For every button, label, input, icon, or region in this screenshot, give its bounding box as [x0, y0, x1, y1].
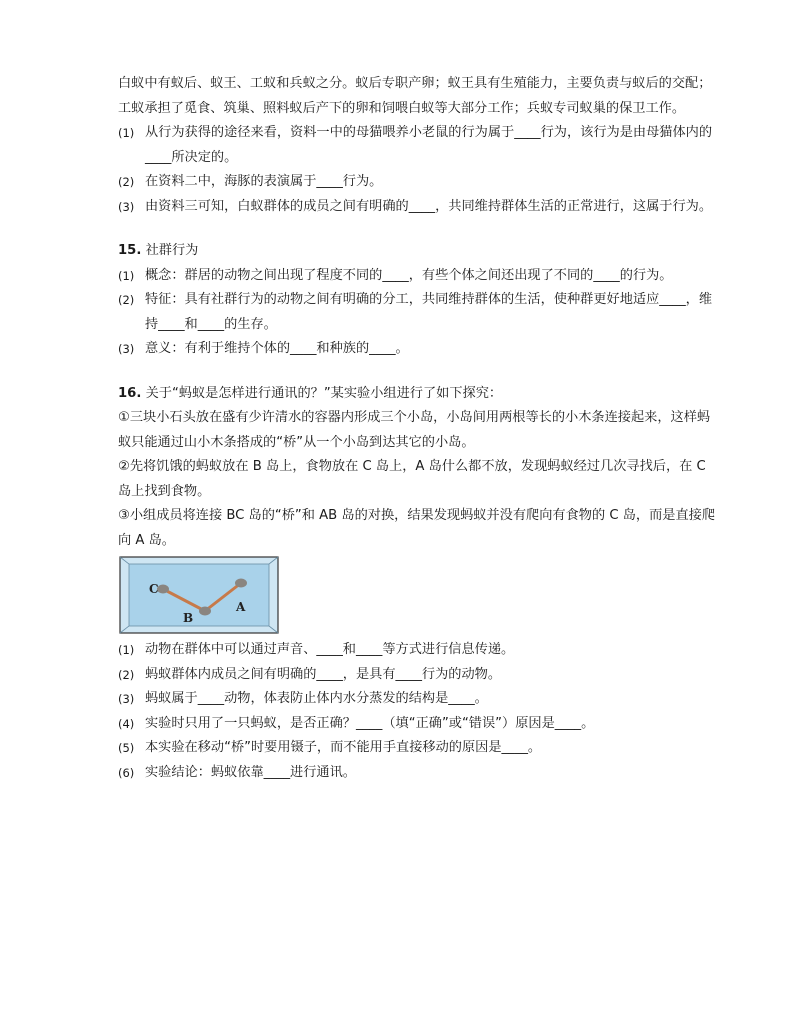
question-number: (3) — [118, 342, 135, 356]
label-b: B — [183, 611, 194, 625]
question-text: 动物在群体中可以通过声音、____和____等方式进行信息传递。 — [145, 642, 515, 657]
intro-paragraph: 白蚁中有蚁后、蚁王、工蚁和兵蚁之分。蚁后专职产卵；蚁王具有生殖能力，主要负责与蚁后的交配；工蚁承担了觅食、筑巢、照料蚁后产下的卵和饲喂白蚁等大部分工作；兵蚁专司蚁巢的保卫工作。 — [118, 76, 712, 116]
question-number: (1) — [118, 268, 135, 283]
label-c: C — [149, 582, 159, 596]
question-16-heading — [118, 382, 718, 407]
experiment-step-1: ①三块小石头放在盛有少许清水的容器内形成三个小岛，小岛间用两根等长的小木条连接起来，这样蚂蚁只能通过山小木条搭成的“桥”从一个小岛到达其它的小岛。 — [118, 410, 711, 450]
question-text: 本实验在移动“桥”时要用镊子，而不能用手直接移动的原因是____。 — [145, 740, 542, 755]
question-15-heading — [118, 239, 718, 264]
experiment-step-2: ②先将饥饿的蚂蚁放在 B 岛上，食物放在 C 岛上，A 岛什么都不放，发现蚂蚁经过几次寻找后，在 C 岛上找到食物。 — [118, 459, 706, 499]
intro-question-2 — [118, 170, 718, 195]
intro-question-1 — [118, 121, 718, 170]
question-number: (2) — [118, 175, 135, 189]
question-text: 由资料三可知，白蚁群体的成员之间有明确的____，共同维持群体生活的正常进行，这属于行为。 — [145, 198, 713, 214]
question-text: 实验结论：蚂蚁依靠____进行通讯。 — [145, 764, 356, 780]
question-16-item-1 — [118, 638, 718, 663]
question-15-item-2 — [118, 288, 718, 337]
island-a — [235, 579, 247, 588]
question-number: (1) — [118, 643, 135, 657]
question-16-number: 16. — [118, 385, 142, 401]
island-c — [157, 585, 169, 594]
experiment-step-3: ③小组成员将连接 BC 岛的“桥”和 AB 岛的对换，结果发现蚂蚁并没有爬向有食物的 C 岛，而是直接爬向 A 岛。 — [118, 508, 716, 548]
spacer — [118, 219, 718, 239]
intro-question-3 — [118, 195, 718, 220]
question-number: (2) — [118, 667, 135, 682]
question-text: 蚂蚁群体内成员之间有明确的____，是具有____行为的动物。 — [145, 666, 502, 682]
island-b — [199, 607, 211, 616]
question-16-item-3 — [118, 687, 718, 712]
container-diagram — [119, 556, 279, 634]
question-15-number: 15. — [118, 243, 142, 258]
question-number: (1) — [118, 126, 135, 140]
question-16-title: 关于“蚂蚁是怎样进行通讯的？”某实验小组进行了如下探究： — [145, 385, 503, 401]
question-text: 实验时只用了一只蚂蚁，是否正确？____（填“正确”或“错误”）原因是____。 — [145, 715, 595, 731]
question-number: (4) — [118, 716, 135, 731]
question-15-item-3 — [118, 337, 718, 362]
question-16-item-4 — [118, 712, 718, 737]
question-text: 蚂蚁属于____动物，体表防止体内水分蒸发的结构是____。 — [145, 691, 488, 706]
question-number: (5) — [118, 741, 135, 755]
document-content — [118, 72, 718, 785]
spacer — [118, 362, 718, 382]
ant-island-figure — [119, 556, 279, 634]
question-number: (3) — [118, 199, 135, 214]
label-a: A — [236, 600, 246, 614]
question-text: 意义：有利于维持个体的____和种族的____。 — [145, 341, 409, 356]
question-16-item-2 — [118, 663, 718, 688]
question-number: (6) — [118, 765, 135, 780]
question-number: (2) — [118, 293, 135, 307]
question-text: 在资料二中，海豚的表演属于____行为。 — [145, 174, 383, 189]
question-15-title: 社群行为 — [145, 243, 199, 258]
question-16-item-6 — [118, 761, 718, 786]
question-15-item-1 — [118, 264, 718, 289]
question-number: (3) — [118, 692, 135, 706]
question-text: 从行为获得的途径来看，资料一中的母猫喂养小老鼠的行为属于____行为，该行为是由母猫体内的____所决定的。 — [145, 125, 713, 165]
question-text: 概念：群居的动物之间出现了程度不同的____，有些个体之间还出现了不同的____的行为。 — [145, 267, 673, 283]
question-16-item-5 — [118, 736, 718, 761]
question-text: 特征：具有社群行为的动物之间有明确的分工，共同维持群体的生活，使种群更好地适应____，维持____和____的生存。 — [145, 292, 713, 332]
